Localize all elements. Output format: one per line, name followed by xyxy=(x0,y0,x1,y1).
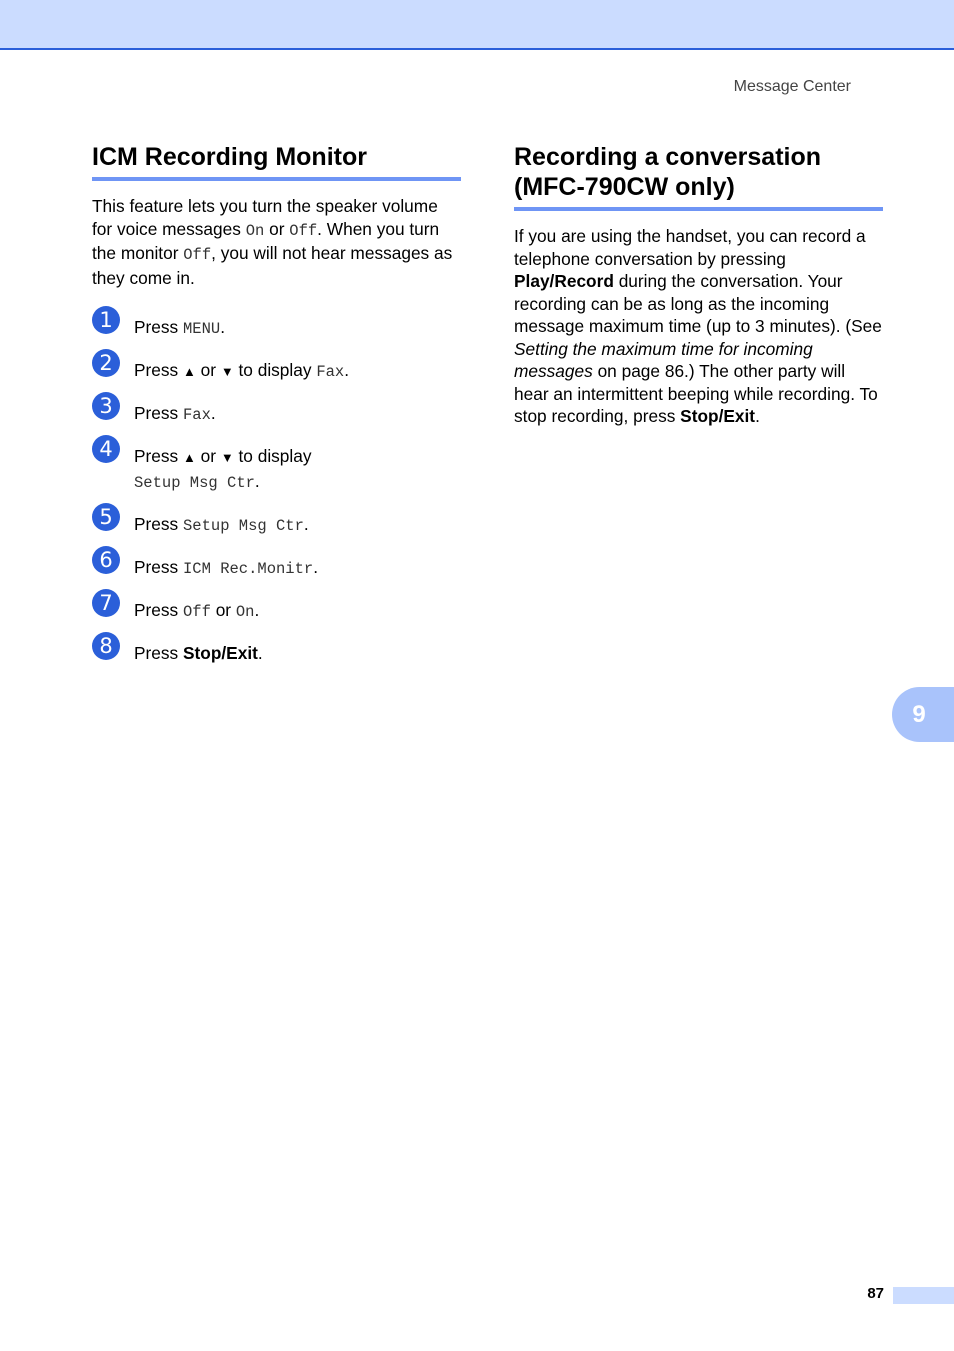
text-run: to display xyxy=(233,360,317,380)
chapter-number: 9 xyxy=(912,701,926,728)
lcd-text: Off xyxy=(289,221,318,240)
text-run: . xyxy=(210,403,216,423)
step-number-badge: 7 xyxy=(92,589,120,617)
text-run: Press xyxy=(134,599,183,620)
text-run: . xyxy=(220,317,226,337)
lcd-text: Setup Msg Ctr xyxy=(134,473,255,492)
text-run: to display xyxy=(233,446,312,466)
text-run: . xyxy=(313,556,319,577)
step-3 xyxy=(92,394,461,427)
key-name: Stop/Exit xyxy=(680,406,756,426)
text-run: or xyxy=(210,599,236,620)
lcd-text: ICM Rec.Monitr xyxy=(182,559,314,578)
lcd-text: Setup Msg Ctr xyxy=(182,516,304,535)
text-run: Press xyxy=(134,446,183,466)
step-number-badge: 5 xyxy=(92,503,120,531)
text-run: . xyxy=(344,360,350,380)
step-number-badge: 8 xyxy=(92,632,120,660)
lcd-text: Fax xyxy=(182,406,211,424)
section-heading xyxy=(514,142,883,211)
step-number-badge: 3 xyxy=(92,392,120,420)
text-run: or xyxy=(195,360,221,380)
text-run: . xyxy=(303,513,309,534)
step-list xyxy=(92,308,461,664)
body-paragraph xyxy=(514,225,883,428)
running-header: Message Center xyxy=(733,78,851,95)
text-run: . xyxy=(257,642,263,663)
step-number-badge: 6 xyxy=(92,546,120,574)
section-recording-conversation xyxy=(514,142,883,428)
key-name: Stop/Exit xyxy=(182,642,258,663)
heading-line: (MFC-790CW only) xyxy=(514,173,735,201)
cross-reference: Setting the maximum time for incoming messages xyxy=(514,338,813,381)
text-run: . xyxy=(755,406,760,426)
text-run: Press xyxy=(134,556,183,577)
step-4 xyxy=(92,437,461,494)
heading-line: Recording a conversation xyxy=(514,143,822,171)
step-5 xyxy=(92,504,461,538)
lcd-text: Off xyxy=(182,602,211,621)
lcd-text: On xyxy=(245,221,265,240)
key-name: Play/Record xyxy=(514,271,614,291)
text-run: Press xyxy=(134,317,183,337)
chapter-tab xyxy=(892,687,954,742)
step-number-badge: 4 xyxy=(92,435,120,463)
step-7 xyxy=(92,590,461,624)
lcd-text: Fax xyxy=(316,363,345,381)
text-run: . xyxy=(254,470,260,491)
text-run: If you are using the handset, you can record a telephone conversation by pressing xyxy=(514,226,866,269)
step-8 xyxy=(92,633,461,665)
text-run: Press xyxy=(134,642,183,663)
down-arrow-icon: ▼ xyxy=(220,450,234,465)
text-run: . When you turn the monitor xyxy=(92,218,440,263)
section-heading: ICM Recording Monitor xyxy=(92,142,461,181)
text-run: , you will not hear messages as they come in. xyxy=(92,243,453,288)
lcd-text: MENU xyxy=(182,320,221,338)
section-icm-recording-monitor xyxy=(92,142,461,683)
up-arrow-icon: ▲ xyxy=(182,450,196,465)
step-2 xyxy=(92,351,461,384)
text-run: Press xyxy=(134,513,183,534)
lcd-text: Off xyxy=(183,246,212,264)
text-run: or xyxy=(195,446,221,466)
text-run: . xyxy=(254,599,260,620)
text-run: on page 86.) The other party will hear an intermittent beeping while recording. To stop recording, press xyxy=(514,361,878,426)
footer-color-bar xyxy=(893,1287,954,1304)
top-color-band xyxy=(0,0,954,50)
text-run: during the conversation. Your recording can be as long as the incoming message maximum time (up to 3 minutes). (See xyxy=(514,271,882,336)
intro-paragraph xyxy=(92,195,461,289)
page-number: 87 xyxy=(867,1285,884,1302)
step-number-badge: 1 xyxy=(92,306,120,334)
step-number-badge: 2 xyxy=(92,349,120,377)
down-arrow-icon: ▼ xyxy=(220,364,234,379)
step-6 xyxy=(92,547,461,581)
text-run: or xyxy=(264,218,290,239)
text-run: Press xyxy=(134,403,183,423)
step-1 xyxy=(92,308,461,341)
text-run: Press xyxy=(134,360,183,380)
text-run: This feature lets you turn the speaker volume for voice messages xyxy=(92,196,438,239)
lcd-text: On xyxy=(235,602,255,621)
up-arrow-icon: ▲ xyxy=(182,364,196,379)
